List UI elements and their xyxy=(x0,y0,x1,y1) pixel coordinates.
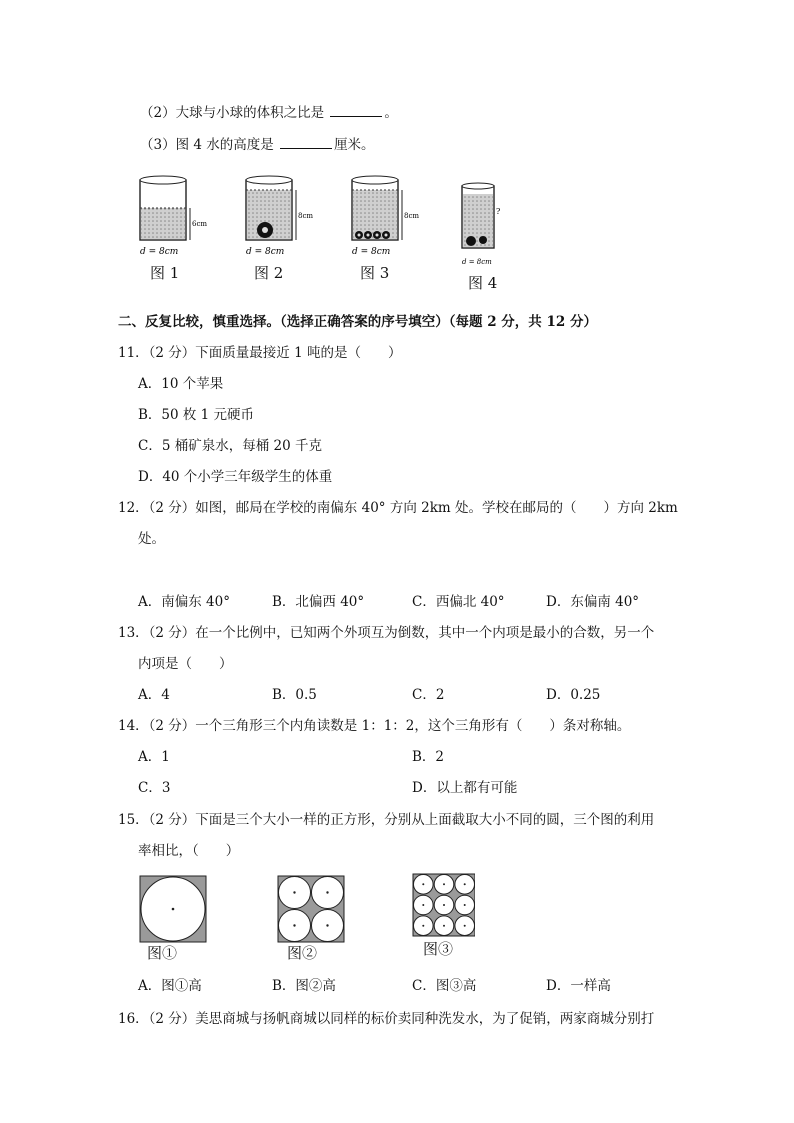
q11-stem: 11．（2 分）下面质量最接近 1 吨的是（ ） xyxy=(118,345,402,361)
q13-option-a[interactable]: A．4 xyxy=(138,687,170,703)
diameter-label: d = 8cm xyxy=(246,247,285,257)
small-ball xyxy=(479,236,487,244)
q10-sub2 xyxy=(140,104,398,122)
q13-stem-continued: 内项是（ ） xyxy=(138,656,233,672)
height-label: 8cm xyxy=(404,212,420,220)
figure-caption: 图 4 xyxy=(468,274,498,292)
square-figure-3 xyxy=(413,874,475,958)
q14-option-a[interactable]: A．1 xyxy=(138,749,170,765)
cylinder-figures xyxy=(128,168,508,296)
q15-stem-continued: 率相比，（ ） xyxy=(138,843,240,859)
q12-option-d[interactable]: D．东偏南 40° xyxy=(546,594,640,610)
q14-option-c[interactable]: C．3 xyxy=(138,780,171,796)
q16-stem: 16．（2 分）美思商城与扬帆商城以同样的标价卖同种洗发水，为了促销，两家商城分别打 xyxy=(118,1011,655,1027)
height-label: 6cm xyxy=(192,220,208,228)
q14-stem: 14．（2 分）一个三角形三个内角读数是 1：1：2，这个三角形有（ ）条对称轴。 xyxy=(118,718,631,734)
square-figure-1 xyxy=(140,876,206,962)
q15-option-d[interactable]: D．一样高 xyxy=(546,978,611,994)
q11-option-c[interactable]: C．5 桶矿泉水，每桶 20 千克 xyxy=(138,438,322,454)
q11-option-b[interactable]: B．50 枚 1 元硬币 xyxy=(138,407,255,423)
figure-caption: 图① xyxy=(147,944,178,962)
q13-stem: 13．（2 分）在一个比例中，已知两个外项互为倒数，其中一个内项是最小的合数，另一个 xyxy=(118,625,655,641)
q10-sub2-text: （2）大球与小球的体积之比是 xyxy=(140,105,329,121)
q14-option-b[interactable]: B．2 xyxy=(412,749,445,765)
section-title: 二、反复比较，慎重选择。（选择正确答案的序号填空）（每题 2 分，共 12 分） xyxy=(118,314,597,330)
answer-blank[interactable] xyxy=(330,104,382,117)
cylinder-figure-3 xyxy=(352,176,419,282)
large-ball xyxy=(466,236,476,246)
q15-stem: 15．（2 分）下面是三个大小一样的正方形，分别从上面截取大小不同的圆，三个图的利用 xyxy=(118,812,655,828)
diameter-label: d = 8cm xyxy=(140,247,179,257)
cylinder-figure-1 xyxy=(140,176,207,282)
q10-sub2-end: 。 xyxy=(384,105,398,121)
q13-option-b[interactable]: B．0.5 xyxy=(272,687,317,703)
figure-caption: 图② xyxy=(287,944,318,962)
diameter-label: d = 8cm xyxy=(462,258,492,266)
square-circle-figures xyxy=(135,872,475,964)
cylinder-figure-2 xyxy=(246,176,313,282)
diameter-label: d = 8cm xyxy=(352,247,391,257)
figure-caption: 图 1 xyxy=(150,264,180,282)
figure-caption: 图③ xyxy=(423,940,454,958)
figure-caption: 图 3 xyxy=(360,264,390,282)
q15-option-a[interactable]: A．图①高 xyxy=(138,978,202,994)
q13-option-d[interactable]: D．0.25 xyxy=(546,687,601,703)
q12-option-c[interactable]: C．西偏北 40° xyxy=(412,594,505,610)
q11-option-d[interactable]: D．40 个小学三年级学生的体重 xyxy=(138,469,333,485)
q12-option-a[interactable]: A．南偏东 40° xyxy=(138,594,230,610)
q10-sub3-end: 厘米。 xyxy=(334,137,375,153)
q14-option-d[interactable]: D．以上都有可能 xyxy=(412,780,518,796)
q12-stem: 12．（2 分）如图，邮局在学校的南偏东 40° 方向 2km 处。学校在邮局的（ ）方向 2km xyxy=(118,500,678,516)
q12-stem-continued: 处。 xyxy=(138,531,165,547)
q12-option-b[interactable]: B．北偏西 40° xyxy=(272,594,365,610)
answer-blank[interactable] xyxy=(280,136,332,149)
q15-option-c[interactable]: C．图③高 xyxy=(412,978,477,994)
cylinder-figure-4 xyxy=(462,183,500,292)
q10-sub3 xyxy=(140,136,375,154)
q10-sub3-text: （3）图 4 水的高度是 xyxy=(140,137,279,153)
height-label: ? xyxy=(496,207,501,216)
q11-option-a[interactable]: A．10 个苹果 xyxy=(138,376,224,392)
figure-caption: 图 2 xyxy=(254,264,284,282)
q13-option-c[interactable]: C．2 xyxy=(412,687,445,703)
square-figure-2 xyxy=(278,876,344,962)
height-label: 8cm xyxy=(298,212,314,220)
q15-option-b[interactable]: B．图②高 xyxy=(272,978,336,994)
